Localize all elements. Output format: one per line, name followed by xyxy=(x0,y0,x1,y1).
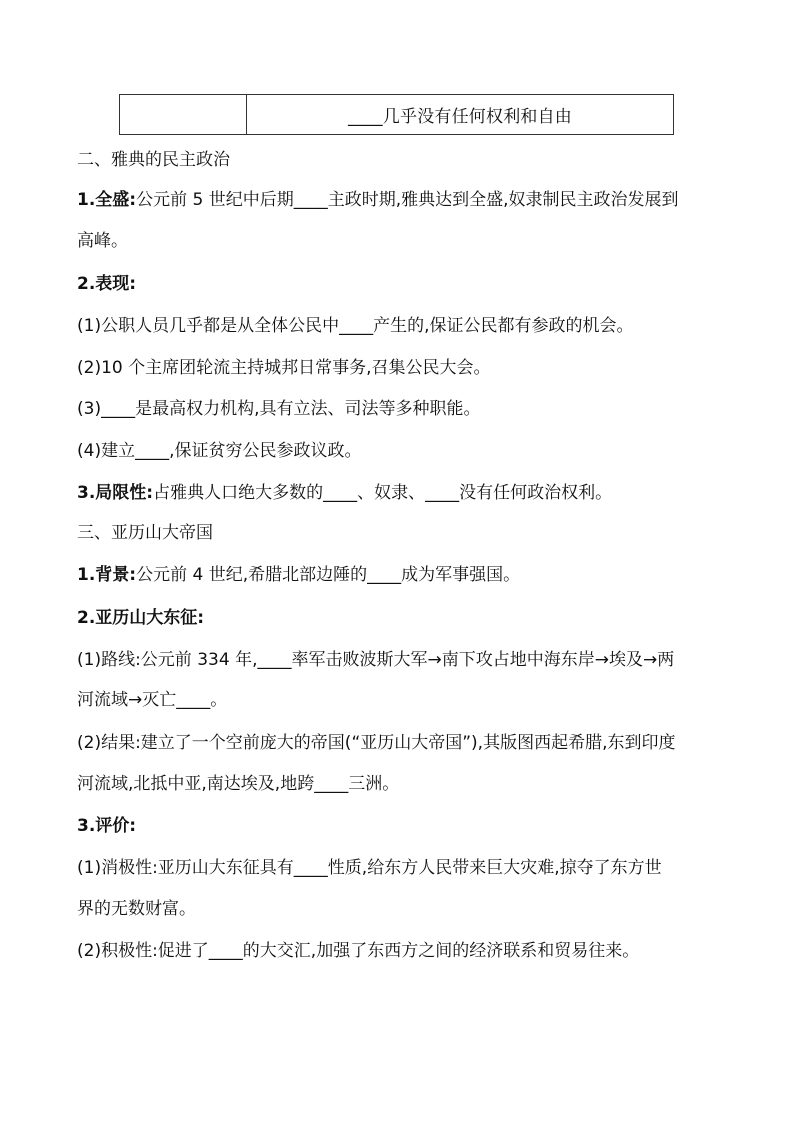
athens-heyday-label: 1.全盛: xyxy=(77,190,137,210)
athens-limitation-label: 3.局限性: xyxy=(77,483,154,503)
athens-heyday-text-cont: 高峰。 xyxy=(77,231,128,251)
athens-heyday-line xyxy=(77,189,727,211)
athens-limitation-text: 占雅典人口绝大多数的____、奴隶、____没有任何政治权利。 xyxy=(153,483,613,503)
manifestation-point-2: (2)10 个主席团轮流主持城邦日常事务,召集公民大会。 xyxy=(77,358,491,378)
alexander-campaign-label: 2.亚历山大东征: xyxy=(77,608,205,628)
campaign-result-line-1: (2)结果:建立了一个空前庞大的帝国(“亚历山大帝国”),其版图西起希腊,东到印度 xyxy=(77,733,676,753)
table-cell-empty xyxy=(120,95,247,134)
manifestation-point-4: (4)建立____,保证贫穷公民参政议政。 xyxy=(77,441,362,461)
athens-heyday-text: 公元前 5 世纪中后期____主政时期,雅典达到全盛,奴隶制民主政治发展到 xyxy=(136,190,679,210)
manifestation-point-1: (1)公职人员几乎都是从全体公民中____产生的,保证公民都有参政的机会。 xyxy=(77,316,634,336)
athens-limitation-line xyxy=(77,482,727,504)
table-cell-text: ____几乎没有任何权利和自由 xyxy=(348,107,572,127)
alexander-background-label: 1.背景: xyxy=(77,565,137,585)
evaluation-negative-line-1: (1)消极性:亚历山大东征具有____性质,给东方人民带来巨大灾难,掠夺了东方世 xyxy=(77,858,662,878)
manifestation-point-3: (3)____是最高权力机构,具有立法、司法等多种职能。 xyxy=(77,399,481,419)
evaluation-negative-line-2: 界的无数财富。 xyxy=(77,899,196,919)
alexander-evaluation-label: 3.评价: xyxy=(77,816,137,836)
section-heading-alexander-empire: 三、亚历山大帝国 xyxy=(77,523,213,543)
evaluation-positive-line: (2)积极性:促进了____的大交汇,加强了东西方之间的经济联系和贸易往来。 xyxy=(77,941,640,961)
section-heading-athens-democracy: 二、雅典的民主政治 xyxy=(77,150,230,170)
alexander-background-text: 公元前 4 世纪,希腊北部边陲的____成为军事强国。 xyxy=(136,565,521,585)
table-row xyxy=(119,94,674,135)
alexander-background-line xyxy=(77,564,727,586)
campaign-route-line-1: (1)路线:公元前 334 年,____率军击败波斯大军→南下攻占地中海东岸→埃及→两 xyxy=(77,650,675,670)
campaign-result-line-2: 河流域,北抵中亚,南达埃及,地跨____三洲。 xyxy=(77,774,400,794)
campaign-route-line-2: 河流域→灭亡____。 xyxy=(77,690,228,710)
athens-manifestation-label: 2.表现: xyxy=(77,274,137,294)
